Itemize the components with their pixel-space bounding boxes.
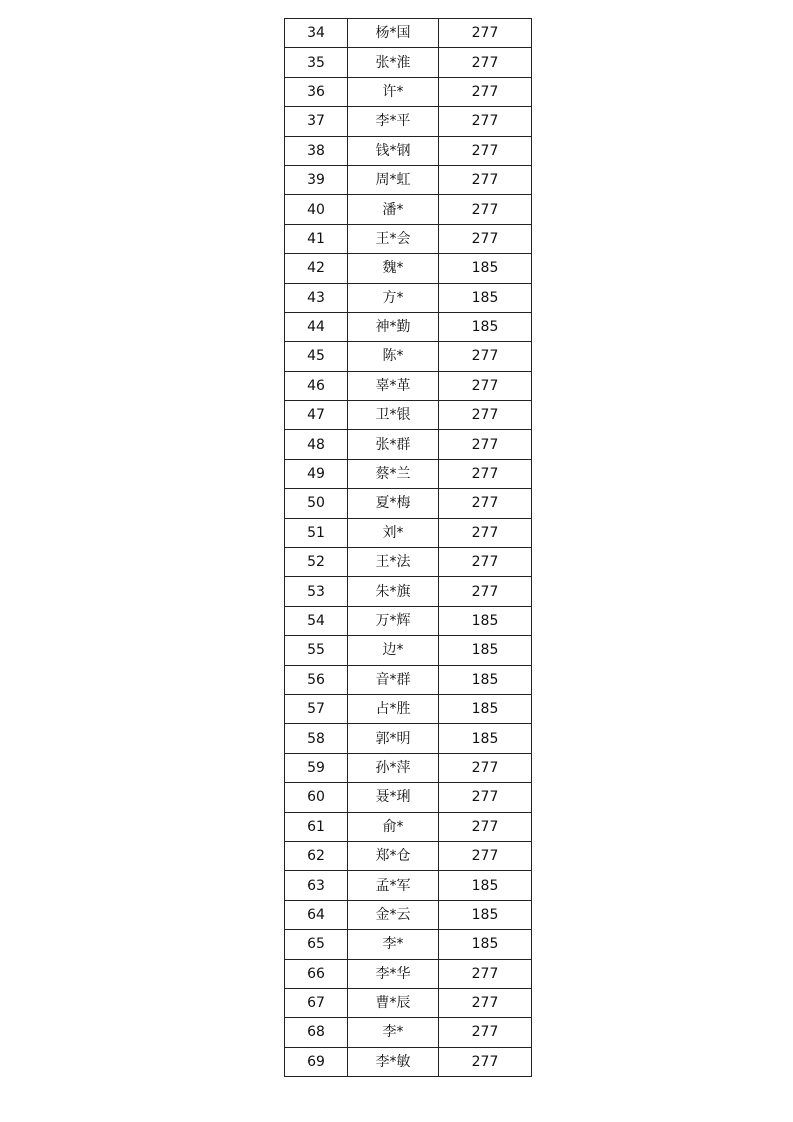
name-cell: 辜*革	[348, 371, 439, 400]
name-cell: 孟*军	[348, 871, 439, 900]
row-number-cell: 45	[285, 342, 348, 371]
name-cell: 神*勤	[348, 312, 439, 341]
table-row	[285, 841, 532, 870]
name-cell: 孙*萍	[348, 753, 439, 782]
row-number-cell: 40	[285, 195, 348, 224]
name-cell: 刘*	[348, 518, 439, 547]
table-row	[285, 518, 532, 547]
row-number-cell: 68	[285, 1018, 348, 1047]
name-cell: 王*会	[348, 224, 439, 253]
amount-cell: 277	[439, 753, 532, 782]
name-cell: 方*	[348, 283, 439, 312]
amount-cell: 185	[439, 636, 532, 665]
name-cell: 音*群	[348, 665, 439, 694]
name-cell: 周*虹	[348, 165, 439, 194]
name-cell: 潘*	[348, 195, 439, 224]
table-row	[285, 401, 532, 430]
row-number-cell: 46	[285, 371, 348, 400]
row-number-cell: 37	[285, 107, 348, 136]
name-cell: 边*	[348, 636, 439, 665]
table-row	[285, 724, 532, 753]
amount-cell: 277	[439, 371, 532, 400]
row-number-cell: 48	[285, 430, 348, 459]
table-row	[285, 959, 532, 988]
table-row	[285, 812, 532, 841]
table-row	[285, 224, 532, 253]
table-row	[285, 1018, 532, 1047]
row-number-cell: 34	[285, 19, 348, 48]
row-number-cell: 51	[285, 518, 348, 547]
amount-cell: 277	[439, 401, 532, 430]
table-row	[285, 930, 532, 959]
table-row	[285, 165, 532, 194]
table-row	[285, 48, 532, 77]
table-row	[285, 371, 532, 400]
table-row	[285, 107, 532, 136]
name-cell: 魏*	[348, 254, 439, 283]
row-number-cell: 53	[285, 577, 348, 606]
table-row	[285, 988, 532, 1017]
row-number-cell: 58	[285, 724, 348, 753]
name-cell: 俞*	[348, 812, 439, 841]
table-row	[285, 312, 532, 341]
name-cell: 金*云	[348, 900, 439, 929]
row-number-cell: 54	[285, 606, 348, 635]
amount-cell: 277	[439, 224, 532, 253]
row-number-cell: 43	[285, 283, 348, 312]
amount-cell: 277	[439, 165, 532, 194]
amount-cell: 185	[439, 665, 532, 694]
table-row	[285, 577, 532, 606]
amount-cell: 185	[439, 694, 532, 723]
amount-cell: 277	[439, 988, 532, 1017]
name-cell: 杨*国	[348, 19, 439, 48]
amount-cell: 277	[439, 459, 532, 488]
amount-cell: 277	[439, 518, 532, 547]
name-cell: 卫*银	[348, 401, 439, 430]
row-number-cell: 47	[285, 401, 348, 430]
amount-cell: 277	[439, 812, 532, 841]
amount-cell: 277	[439, 959, 532, 988]
name-cell: 曹*辰	[348, 988, 439, 1017]
row-number-cell: 64	[285, 900, 348, 929]
row-number-cell: 56	[285, 665, 348, 694]
table-row	[285, 430, 532, 459]
name-cell: 许*	[348, 77, 439, 106]
row-number-cell: 39	[285, 165, 348, 194]
table-row	[285, 254, 532, 283]
table-row	[285, 636, 532, 665]
row-number-cell: 63	[285, 871, 348, 900]
amount-cell: 277	[439, 841, 532, 870]
row-number-cell: 52	[285, 548, 348, 577]
name-cell: 聂*琍	[348, 783, 439, 812]
name-cell: 蔡*兰	[348, 459, 439, 488]
table-row	[285, 195, 532, 224]
amount-cell: 277	[439, 107, 532, 136]
amount-cell: 277	[439, 19, 532, 48]
row-number-cell: 36	[285, 77, 348, 106]
table-row	[285, 19, 532, 48]
row-number-cell: 42	[285, 254, 348, 283]
row-number-cell: 35	[285, 48, 348, 77]
table-row	[285, 1047, 532, 1076]
amount-cell: 277	[439, 136, 532, 165]
row-number-cell: 60	[285, 783, 348, 812]
amount-cell: 185	[439, 930, 532, 959]
amount-cell: 185	[439, 606, 532, 635]
row-number-cell: 44	[285, 312, 348, 341]
amount-cell: 277	[439, 342, 532, 371]
row-number-cell: 66	[285, 959, 348, 988]
document-page	[284, 18, 531, 1077]
amount-cell: 185	[439, 283, 532, 312]
table-row	[285, 665, 532, 694]
name-cell: 张*群	[348, 430, 439, 459]
name-cell: 李*敏	[348, 1047, 439, 1076]
table-row	[285, 77, 532, 106]
amount-cell: 185	[439, 724, 532, 753]
row-number-cell: 67	[285, 988, 348, 1017]
row-number-cell: 62	[285, 841, 348, 870]
row-number-cell: 61	[285, 812, 348, 841]
name-cell: 夏*梅	[348, 489, 439, 518]
table-row	[285, 548, 532, 577]
row-number-cell: 38	[285, 136, 348, 165]
amount-cell: 277	[439, 489, 532, 518]
row-number-cell: 69	[285, 1047, 348, 1076]
name-cell: 钱*钢	[348, 136, 439, 165]
amount-cell: 277	[439, 48, 532, 77]
row-number-cell: 59	[285, 753, 348, 782]
amount-cell: 277	[439, 77, 532, 106]
name-cell: 李*华	[348, 959, 439, 988]
table-row	[285, 489, 532, 518]
amount-cell: 277	[439, 430, 532, 459]
table-row	[285, 606, 532, 635]
amount-cell: 277	[439, 1047, 532, 1076]
table-row	[285, 694, 532, 723]
table-row	[285, 871, 532, 900]
name-cell: 占*胜	[348, 694, 439, 723]
amount-cell: 277	[439, 577, 532, 606]
amount-cell: 277	[439, 783, 532, 812]
amount-cell: 185	[439, 254, 532, 283]
table-row	[285, 459, 532, 488]
row-number-cell: 57	[285, 694, 348, 723]
amount-cell: 277	[439, 195, 532, 224]
table-row	[285, 283, 532, 312]
table-row	[285, 900, 532, 929]
name-cell: 陈*	[348, 342, 439, 371]
amount-cell: 185	[439, 871, 532, 900]
roster-table-body	[285, 19, 532, 1077]
table-row	[285, 783, 532, 812]
table-row	[285, 136, 532, 165]
row-number-cell: 41	[285, 224, 348, 253]
name-cell: 王*法	[348, 548, 439, 577]
name-cell: 李*平	[348, 107, 439, 136]
name-cell: 张*淮	[348, 48, 439, 77]
row-number-cell: 65	[285, 930, 348, 959]
row-number-cell: 49	[285, 459, 348, 488]
roster-table	[284, 18, 532, 1077]
row-number-cell: 50	[285, 489, 348, 518]
name-cell: 郑*仓	[348, 841, 439, 870]
amount-cell: 277	[439, 1018, 532, 1047]
name-cell: 朱*旗	[348, 577, 439, 606]
amount-cell: 277	[439, 548, 532, 577]
table-row	[285, 342, 532, 371]
row-number-cell: 55	[285, 636, 348, 665]
name-cell: 万*辉	[348, 606, 439, 635]
amount-cell: 185	[439, 312, 532, 341]
name-cell: 李*	[348, 1018, 439, 1047]
table-row	[285, 753, 532, 782]
name-cell: 郭*明	[348, 724, 439, 753]
amount-cell: 185	[439, 900, 532, 929]
name-cell: 李*	[348, 930, 439, 959]
